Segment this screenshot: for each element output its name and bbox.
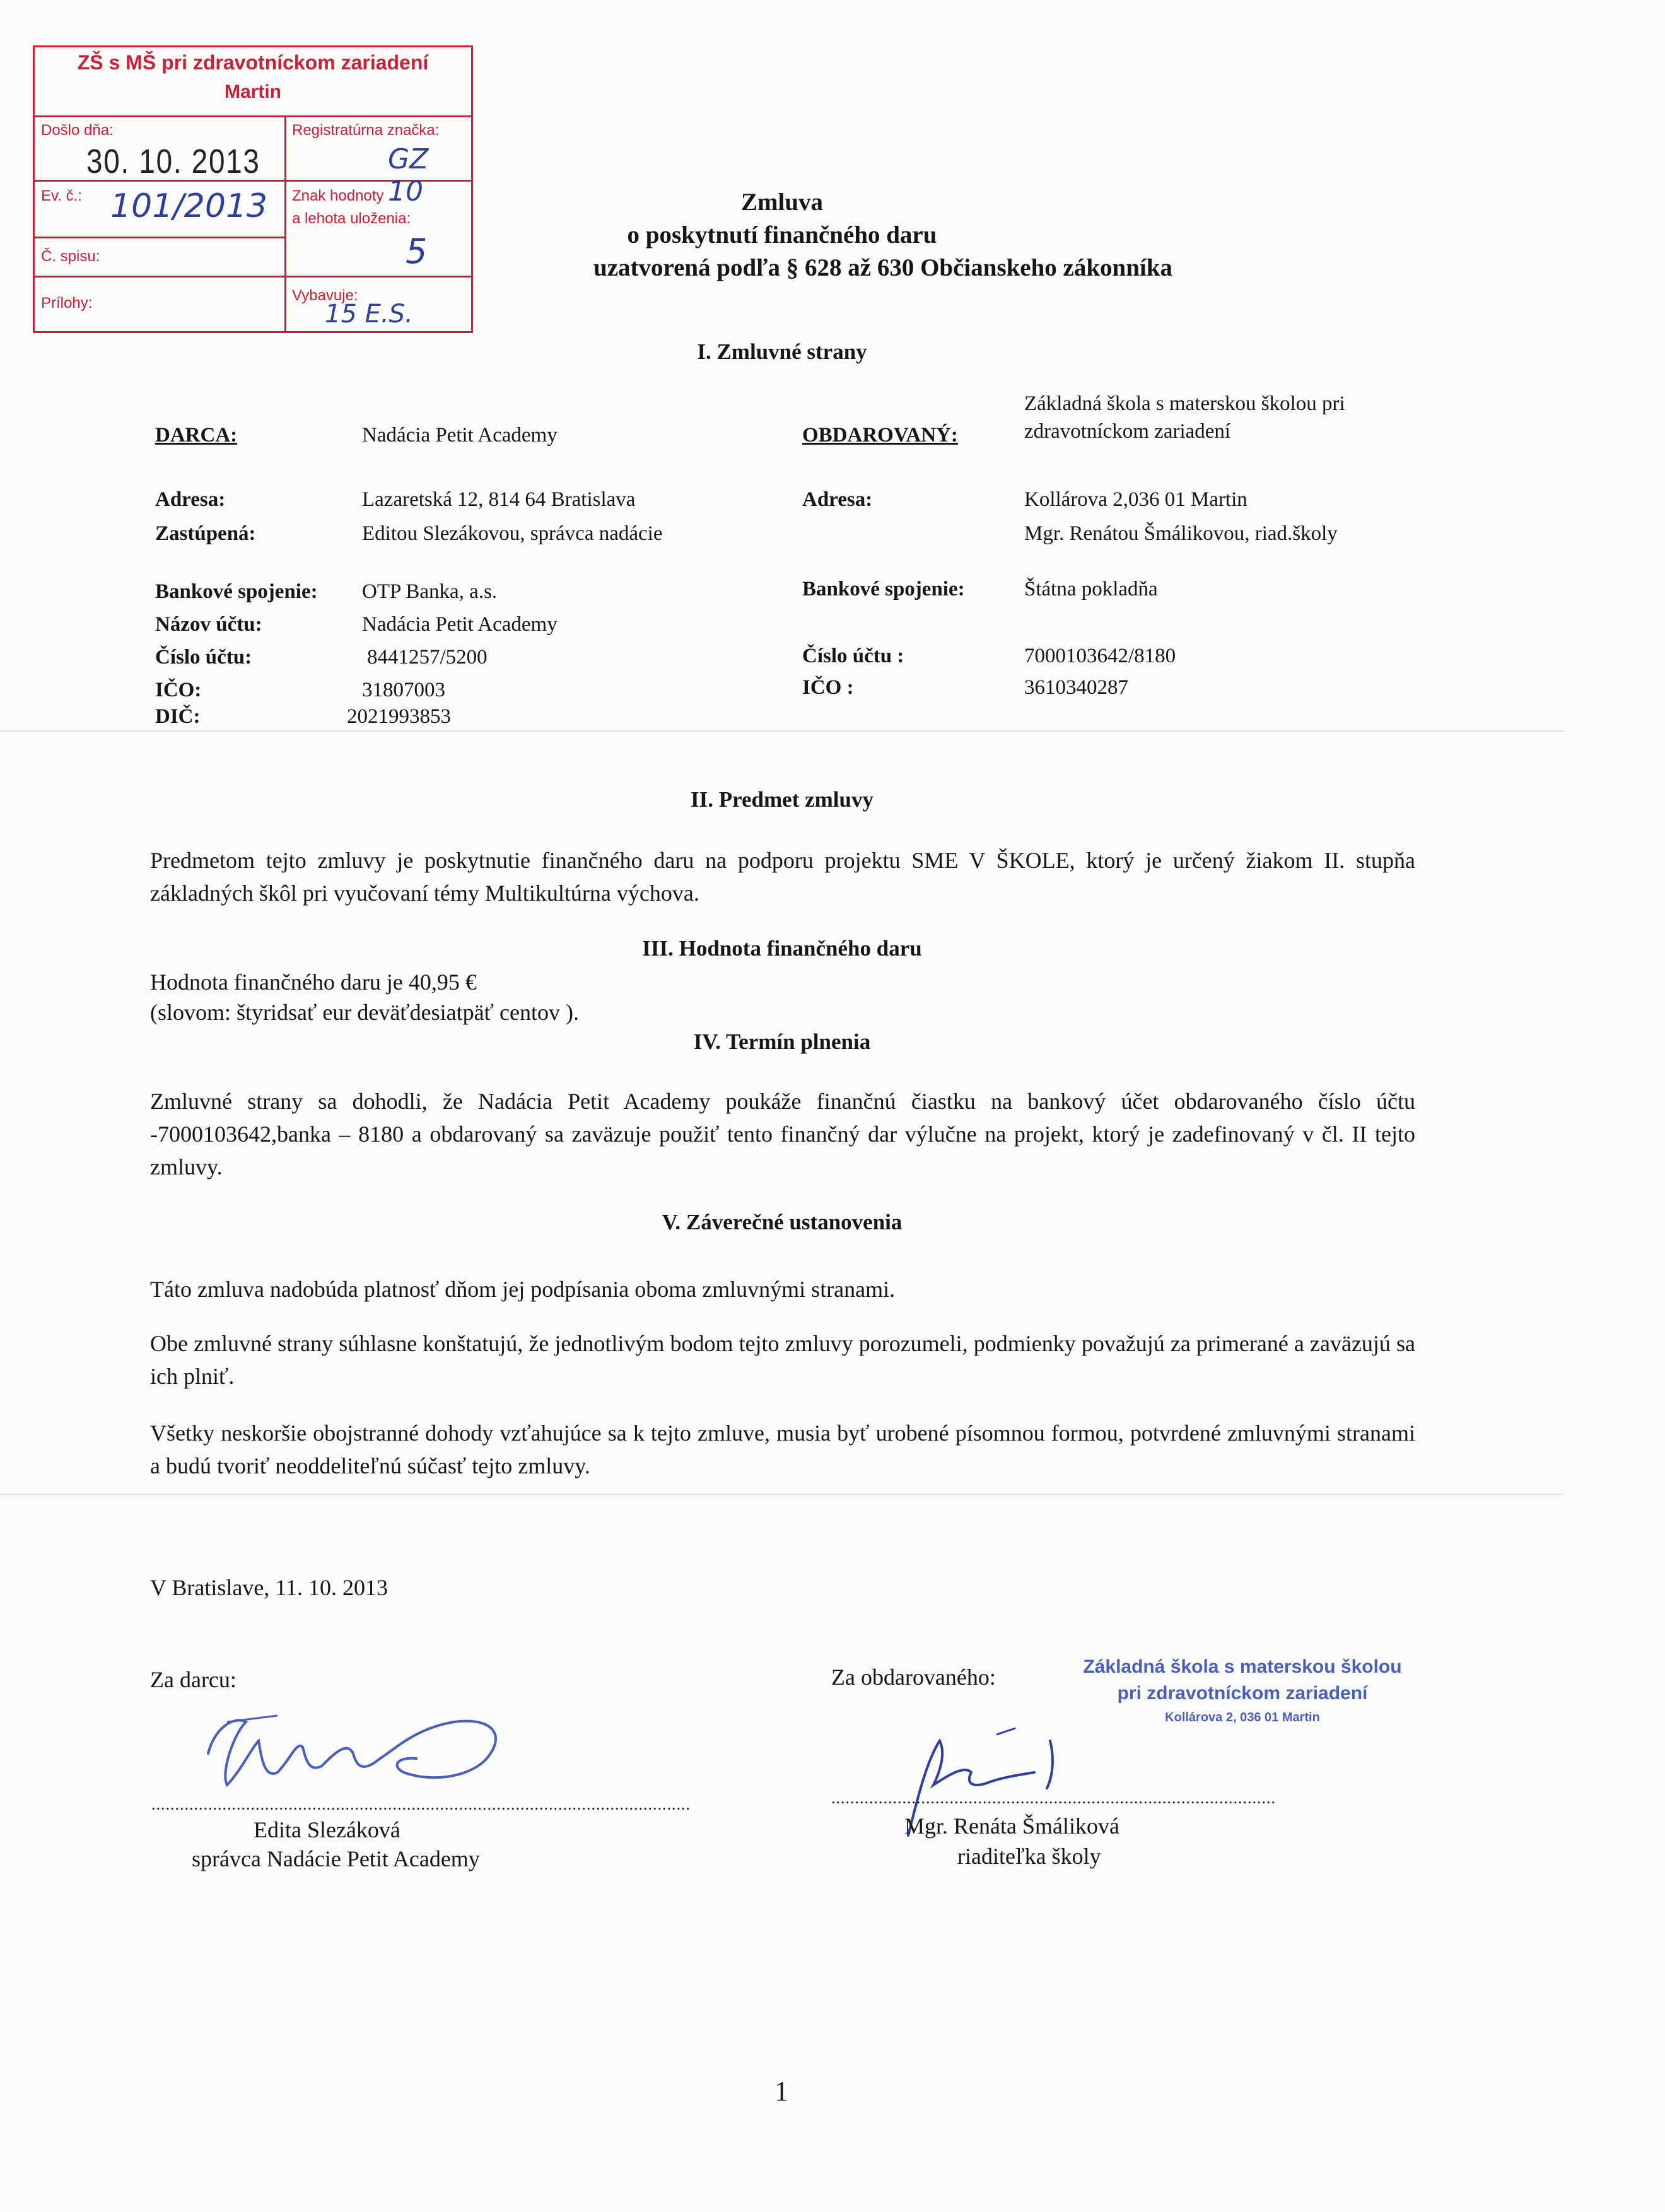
ev-value: 101/2013 — [110, 187, 268, 225]
donor-sign-label: Za darcu: — [150, 1667, 237, 1692]
recipient-ico: 3610340287 — [1024, 676, 1128, 699]
recipient-role-label: OBDAROVANÝ: — [802, 424, 958, 447]
donor-bank-label: Bankové spojenie: — [155, 580, 318, 603]
recipient-account-no-label: Číslo účtu : — [802, 645, 904, 667]
donor-title: správca Nadácie Petit Academy — [192, 1846, 480, 1871]
section-paragraph: Zmluvné strany sa dohodli, že Nadácia Petit Academy poukáže finančnú čiastku na bankový účet obdarovaného číslo účtu -7000103642,banka – 8180 a obdarovaný sa zaväzuje použiť tento finančný dar výlučne na projekt, ktorý je zadefinovaný v čl. II tejto zmluvy. — [150, 1089, 1415, 1179]
school-stamp — [1072, 1656, 1413, 1725]
value-value: 5 — [406, 231, 428, 271]
gift-value: Hodnota finančného daru je 40,95 € — [150, 969, 477, 995]
place-date: V Bratislave, 11. 10. 2013 — [150, 1575, 388, 1600]
page-number: 1 — [774, 2076, 788, 2107]
school-stamp-line2: pri zdravotníckom zariadení — [1117, 1683, 1368, 1704]
recipient-account-no: 7000103642/8180 — [1024, 645, 1176, 667]
recipient-address: Kollárova 2,036 01 Martin — [1024, 488, 1247, 511]
section-heading: II. Predmet zmluvy — [691, 787, 873, 812]
attachments-label: Prílohy: — [41, 295, 93, 312]
section-heading: I. Zmluvné strany — [697, 339, 867, 364]
donor-bank: OTP Banka, a.s. — [362, 580, 498, 603]
donor-dic: 2021993853 — [347, 705, 451, 728]
section-paragraph: Obe zmluvné strany súhlasne konštatujú, že jednotlivým bodom tejto zmluvy porozumeli, podmienky považujú za primerané a zaväzujú sa ich plniť. — [150, 1331, 1415, 1389]
donor-name: Nadácia Petit Academy — [362, 424, 558, 447]
handles-value: 15 E.S. — [325, 300, 413, 329]
legal-basis: uzatvorená podľa § 628 až 630 Občianskeho zákonníka — [593, 254, 1172, 281]
recipient-title: riaditeľka školy — [957, 1844, 1101, 1869]
stamp-city: Martin — [225, 81, 281, 102]
stamp-header — [35, 47, 471, 117]
registry-value: GZ 10 — [388, 143, 429, 208]
school-stamp-line1: Základná škola s materskou školou — [1083, 1656, 1402, 1677]
donor-account-no-label: Číslo účtu: — [155, 646, 252, 669]
donor-role-label: DARCA: — [155, 424, 238, 447]
donor-account-name-label: Názov účtu: — [155, 613, 262, 636]
donor-signature — [189, 1678, 517, 1804]
school-stamp-line3: Kollárova 2, 036 01 Martin — [1165, 1711, 1320, 1724]
section-paragraph: Táto zmluva nadobúda platnosť dňom jej podpísania oboma zmluvnými stranami. — [150, 1277, 896, 1302]
donor-represented: Editou Slezákovou, správca nadácie — [362, 522, 663, 545]
recipient-name: Mgr. Renáta Šmáliková — [904, 1813, 1119, 1839]
donor-represented-label: Zastúpená: — [155, 522, 256, 545]
section-paragraph: Všetky neskoršie obojstranné dohody vzťahujúce sa k tejto zmluve, musia byť urobené písomnou formou, potvrdené zmluvnými stranami a budú tvoriť neoddeliteľnú súčasť tejto zmluvy. — [150, 1420, 1415, 1478]
recipient-represented: Mgr. Renátou Šmálikovou, riad.školy — [1024, 522, 1338, 545]
donor-ico: 31807003 — [362, 679, 445, 701]
gift-value-words: (slovom: štyridsať eur deväťdesiatpäť centov ). — [150, 1000, 579, 1025]
recipient-address-label: Adresa: — [802, 488, 873, 511]
recipient-signature-line: .............................................................................................. — [831, 1789, 1276, 1807]
recipient-name-1: Základná škola s materskou školou pri — [1024, 392, 1345, 415]
ev-label: Ev. č.: — [41, 187, 82, 204]
registry-label: Registratúrna značka: — [292, 122, 440, 139]
donor-account-name: Nadácia Petit Academy — [362, 613, 558, 636]
recipient-name-2: zdravotníckom zariadení — [1024, 420, 1231, 443]
fold-line — [0, 1494, 1564, 1495]
recipient-ico-label: IČO : — [802, 676, 854, 699]
section-heading: IV. Termín plnenia — [693, 1029, 871, 1054]
recipient-sign-label: Za obdarovaného: — [831, 1665, 996, 1690]
received-label: Došlo dňa: — [41, 122, 114, 139]
file-label: Č. spisu: — [41, 248, 100, 265]
section-heading: III. Hodnota finančného daru — [642, 936, 922, 961]
handles-label: Vybavuje: — [292, 287, 358, 304]
document-subtitle: o poskytnutí finančného daru — [627, 221, 937, 249]
section-heading: V. Záverečné ustanovenia — [662, 1210, 903, 1234]
donor-name: Edita Slezáková — [254, 1817, 400, 1842]
donor-dic-label: DIČ: — [155, 705, 201, 728]
donor-address-label: Adresa: — [155, 488, 226, 511]
received-date: 30. 10. 2013 — [86, 143, 260, 180]
fold-line — [0, 730, 1564, 732]
donor-ico-label: IČO: — [155, 679, 202, 701]
donor-address: Lazaretská 12, 814 64 Bratislava — [362, 488, 636, 511]
document-title: Zmluva — [740, 189, 824, 216]
value-label-2: a lehota uloženia: — [292, 210, 411, 227]
section-paragraph: Predmetom tejto zmluvy je poskytnutie finančného daru na podporu projektu SME V ŠKOLE, ktorý je určený žiakom II. stupňa základných škôl pri vyučovaní témy Multikultúrna výchova. — [150, 848, 1415, 906]
donor-signature-line: .................................................................................................................. — [151, 1795, 691, 1813]
stamp-organization: ZŠ s MŠ pri zdravotníckom zariadení — [77, 51, 429, 74]
recipient-bank: Štátna pokladňa — [1024, 578, 1158, 600]
donor-account-no: 8441257/5200 — [367, 646, 488, 669]
recipient-bank-label: Bankové spojenie: — [802, 578, 965, 600]
value-label-1: Znak hodnoty — [292, 187, 384, 204]
